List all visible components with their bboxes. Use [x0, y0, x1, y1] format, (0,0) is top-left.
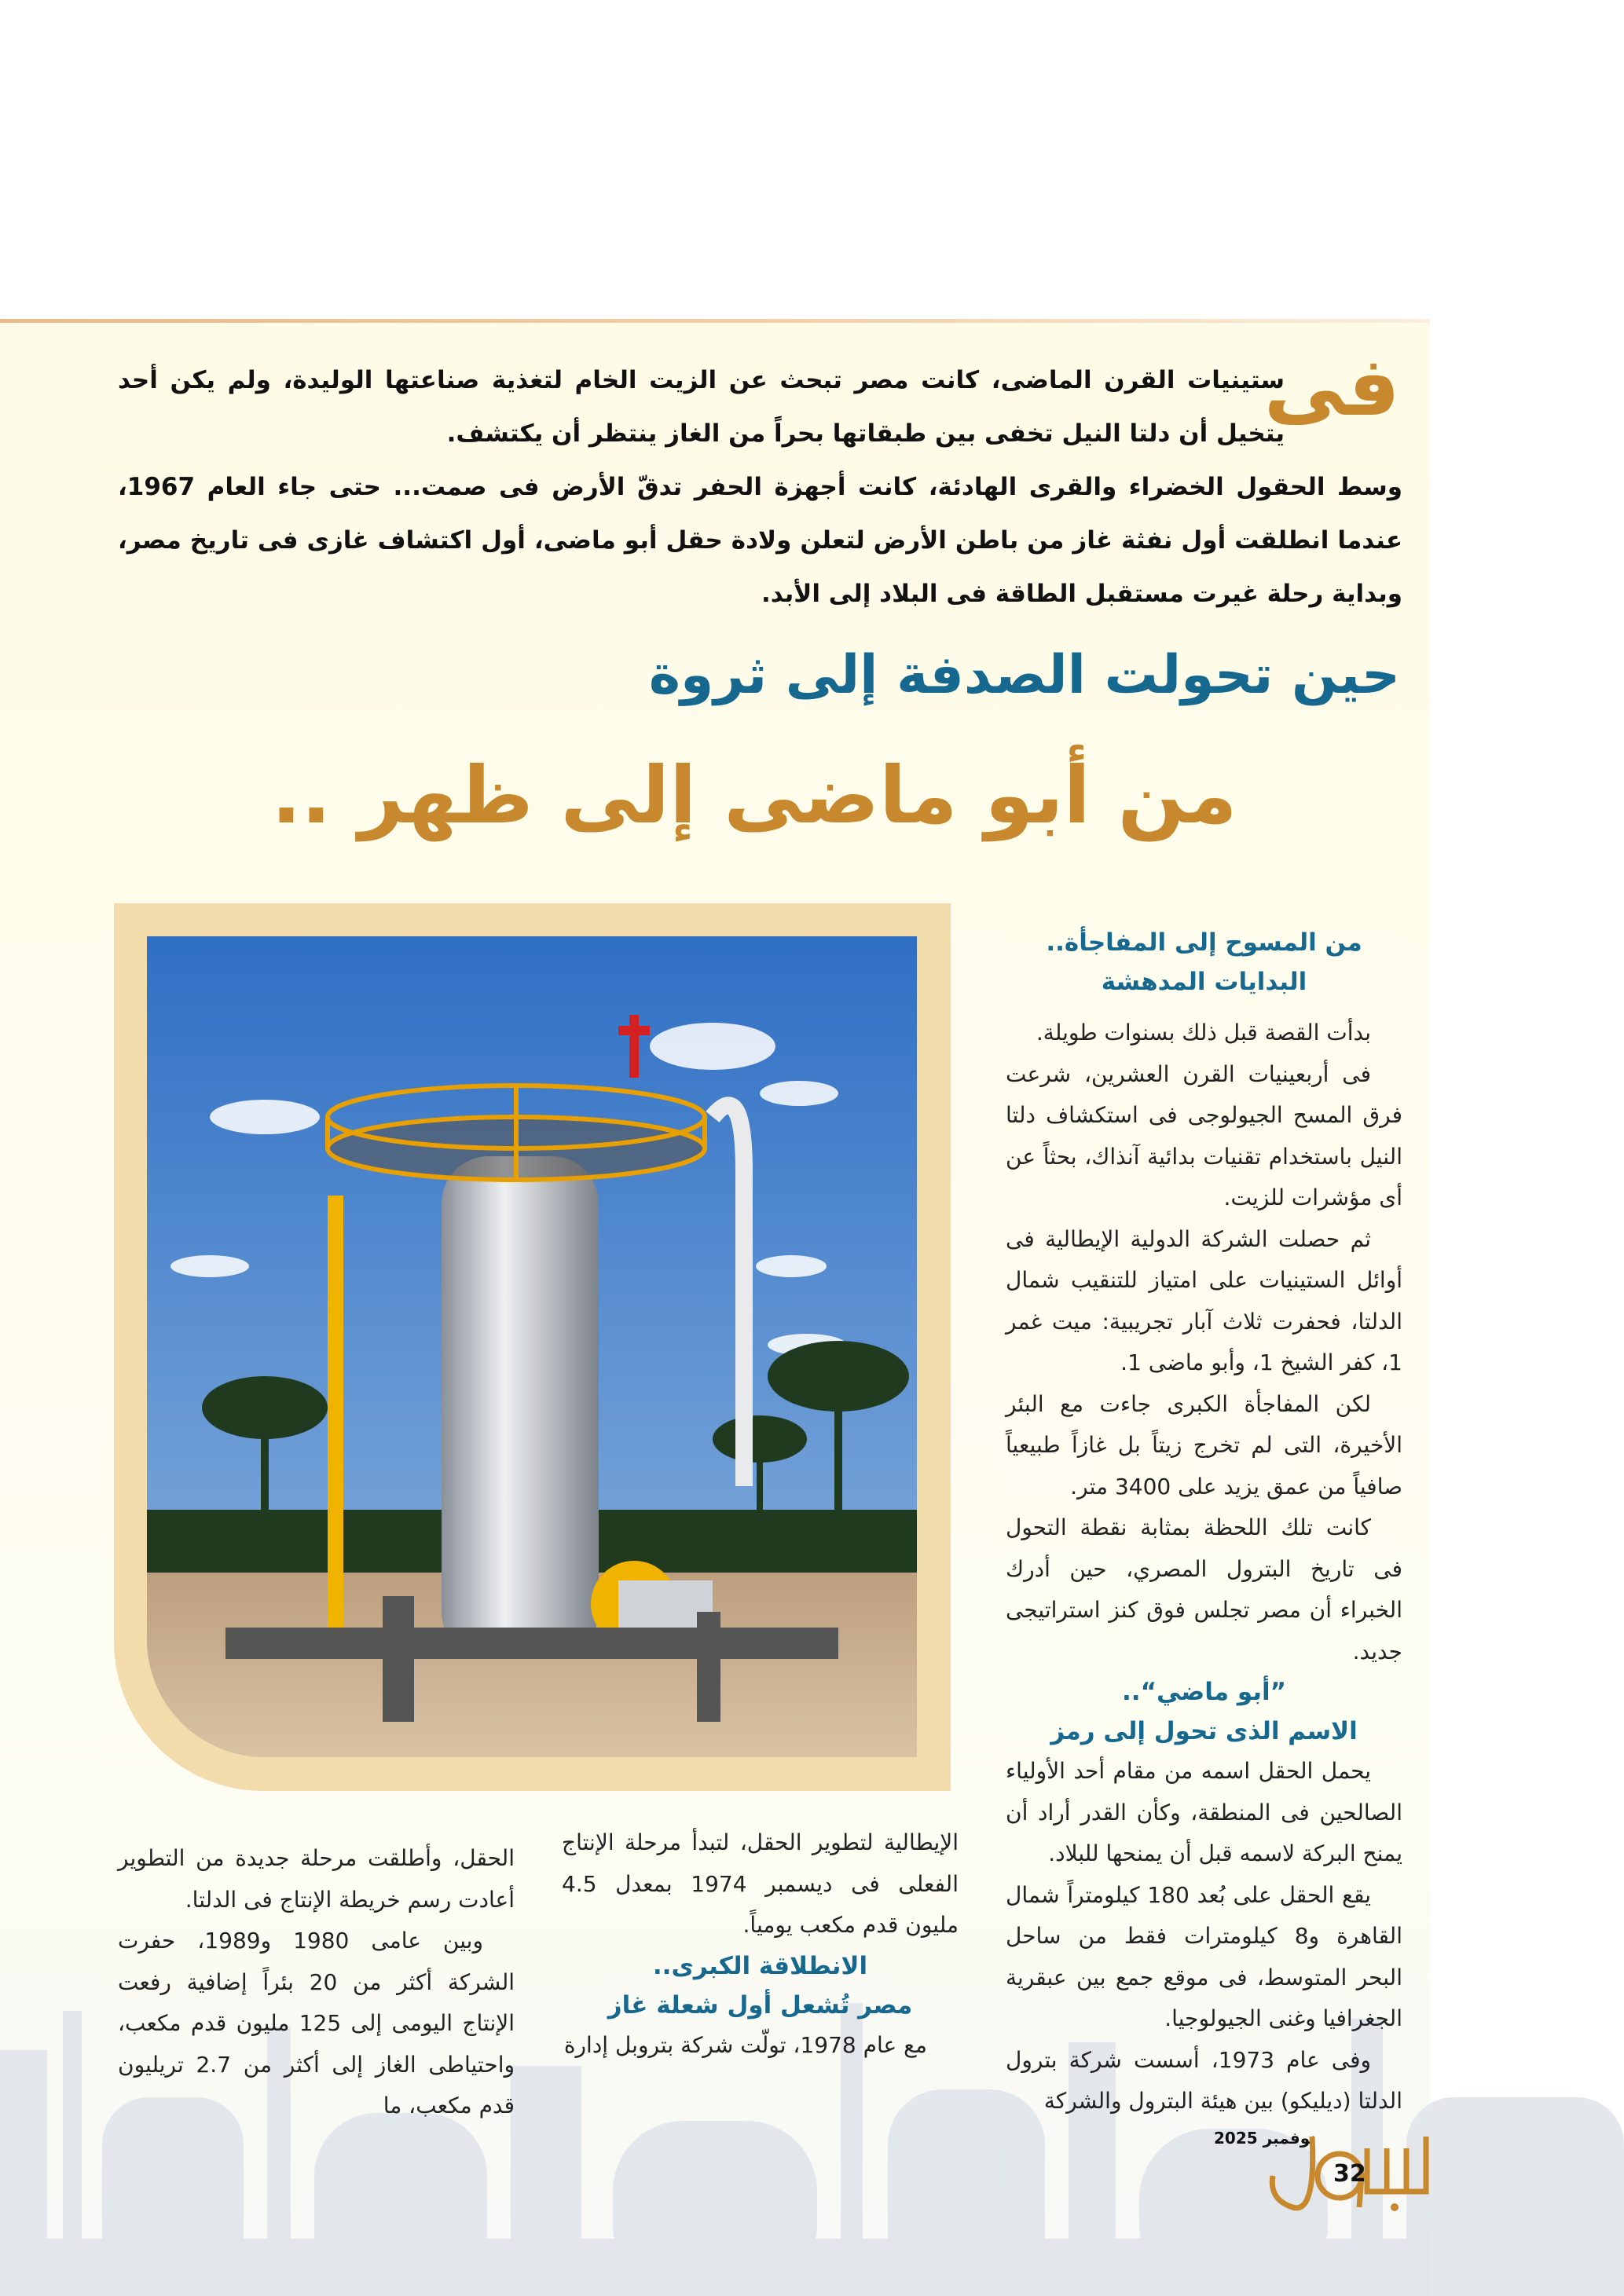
paragraph: الحقل، وأطلقت مرحلة جديدة من التطوير أعادت رسم خريطة الإنتاج فى الدلتا.: [118, 1845, 515, 1913]
paragraph: فى أربعينيات القرن العشرين، شرعت فرق المسح الجيولوجى فى استكشاف دلتا النيل باستخدام تقنيات بدائية آنذاك، بحثاً عن أى مؤشرات للزيت.: [1006, 1060, 1402, 1210]
top-rule: [0, 319, 1430, 323]
article-subtitle: حين تحولت الصدفة إلى ثروة: [648, 644, 1400, 706]
paragraph: بدأت القصة قبل ذلك بسنوات طويلة.: [1036, 1020, 1371, 1045]
intro-paragraph-2: وسط الحقول الخضراء والقرى الهادئة، كانت أجهزة الحفر تدقّ الأرض فى صمت... حتى جاء العام 1967، عندما انطلقت أول نفثة غاز من باطن الأرض لتعلن ولادة حقل أبو ماضى، أول اكتشاف غازى فى تاريخ مصر، وبداية رحلة غيرت مستقبل الطاقة فى البلاد إلى الأبد.: [118, 473, 1402, 608]
paragraph: يحمل الحقل اسمه من مقام أحد الأولياء الصالحين فى المنطقة، وكأن القدر أراد أن يمنح البركة لاسمه قبل أن يمنحها للبلاد.: [1006, 1758, 1402, 1866]
section-heading-2-line-1: ”أبو ماضي“..: [1122, 1678, 1286, 1706]
drop-cap: فى: [1263, 339, 1400, 434]
paragraph: وفى عام 1973، أسست شركة بترول الدلتا (ديليكو) بين هيئة البترول والشركة: [1006, 2046, 1402, 2114]
column-right: [1006, 923, 1402, 2122]
paragraph: يقع الحقل على بُعد 180 كيلومتراً شمال القاهرة و8 كيلومترات فقط من ساحل البحر المتوسط، فى موقع جمع بين عبقرية الجغرافيا وغنى الجيولوجيا.: [1006, 1881, 1402, 2031]
page-number: 32: [1333, 2160, 1366, 2188]
section-heading-1-line-1: من المسوح إلى المفاجأة..: [1046, 928, 1362, 957]
intro-lead: [118, 353, 1402, 621]
section-heading-3-line-1: الانطلاقة الكبرى..: [652, 1951, 868, 1980]
section-heading-1-line-2: البدايات المدهشة: [1101, 968, 1307, 996]
issue-date: نوفمبر 2025: [1214, 2129, 1316, 2148]
gas-facility-photo: [147, 936, 917, 1757]
intro-paragraph-1: ستينيات القرن الماضى، كانت مصر تبحث عن الزيت الخام لتغذية صناعتها الوليدة، ولم يكن أحد يتخيل أن دلتا النيل تخفى بين طبقاتها بحراً من الغاز ينتظر أن يكتشف.: [118, 366, 1285, 448]
paragraph: لكن المفاجأة الكبرى جاءت مع البئر الأخيرة، التى لم تخرج زيتاً بل غازاً طبيعياً صافياً من عمق يزيد على 3400 متر.: [1006, 1390, 1402, 1500]
column-left: [118, 1838, 515, 2127]
paragraph: وبين عامى 1980 و1989، حفرت الشركة أكثر من 20 بئراً إضافية رفعت الإنتاج اليومى إلى 125 مليون قدم مكعب، واحتياطى الغاز إلى أكثر من 2.7 تريليون قدم مكعب، ما: [118, 1928, 515, 2118]
column-middle: [562, 1822, 959, 2066]
article-title: من أبو ماضى إلى ظهر ..: [271, 749, 1237, 841]
paragraph: الإيطالية لتطوير الحقل، لتبدأ مرحلة الإنتاج الفعلى فى ديسمبر 1974 بمعدل 4.5 مليون قدم مكعب يومياً.: [562, 1829, 959, 1938]
section-heading-3-line-2: مصر تُشعل أول شعلة غاز: [607, 1990, 913, 2020]
paragraph: مع عام 1978، تولّت شركة بتروبل إدارة: [563, 2031, 927, 2058]
paragraph: كانت تلك اللحظة بمثابة نقطة التحول فى تاريخ البترول المصري، حين أدرك الخبراء أن مصر تجلس فوق كنز استراتيجى جديد.: [1006, 1514, 1402, 1664]
section-heading-2-line-2: الاسم الذى تحول إلى رمز: [1050, 1717, 1358, 1745]
paragraph: ثم حصلت الشركة الدولية الإيطالية فى أوائل الستينيات على امتياز للتنقيب شمال الدلتا، فحفرت ثلاث آبار تجريبية: ميت غمر 1، كفر الشيخ 1، وأبو ماضى 1.: [1006, 1225, 1402, 1375]
